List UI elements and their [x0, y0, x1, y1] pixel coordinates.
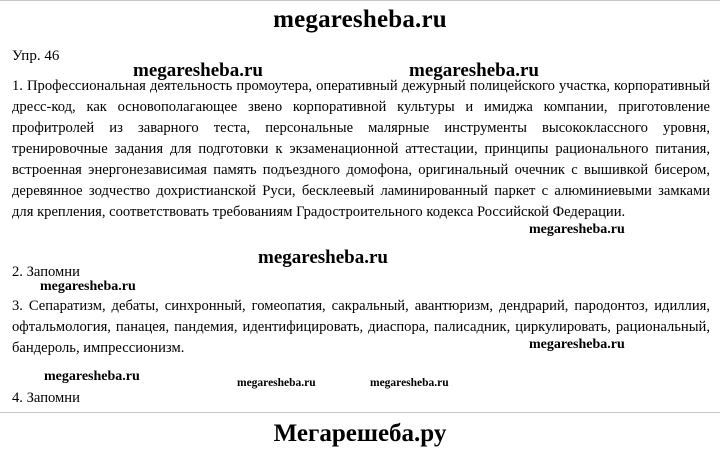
- watermark-text: megaresheba.ru: [529, 222, 625, 237]
- watermark-text: megaresheba.ru: [409, 60, 539, 81]
- watermark-text: megaresheba.ru: [258, 247, 388, 268]
- top-divider: [0, 0, 720, 1]
- watermark-text: megaresheba.ru: [133, 60, 263, 81]
- site-title-header: megaresheba.ru: [273, 6, 447, 33]
- answer-paragraph-1: 1. Профессиональная деятельность промоутера, оперативный дежурный полицейского участка, корпоративный дресс-код, как основополагающее звено корпоративной культуры и имиджа компании, приготовление профитролей из заварного теста, персональные малярные инструменты высококлассного уровня, тренировочные задания для подготовки к экзаменационной аттестации, принципы рационального питания, встроенная энергонезависимая память подъездного домофона, оригинальный очечник с вышивкой бисером, деревянное зодчество дохристианской Руси, бесклеевый ламинированный паркет с алюминиевыми замками для крепления, соответствовать требованиям Градостроительного кодекса Российской Федерации.: [12, 78, 710, 220]
- exercise-number-label: Упр. 46: [12, 48, 60, 64]
- watermark-text: megaresheba.ru: [237, 377, 316, 389]
- watermark-text: megaresheba.ru: [40, 279, 136, 294]
- watermark-text: megaresheba.ru: [529, 337, 625, 352]
- answer-paragraph-2: 2. Запомни: [12, 264, 80, 280]
- site-title-footer: Мегарешеба.ру: [273, 420, 447, 447]
- bottom-divider: [0, 412, 720, 413]
- watermark-text: megaresheba.ru: [44, 369, 140, 384]
- answer-paragraph-3: 3. Сепаратизм, дебаты, синхронный, гомеопатия, сакральный, авантюризм, дендрарий, пародонтоз, идиллия, офтальмология, панацея, пандемия, идентифицировать, диаспора, палисадник, циркулировать, рациональный, бандероль, импрессионизм.: [12, 298, 710, 356]
- watermark-text: megaresheba.ru: [370, 377, 449, 389]
- answer-paragraph-4: 4. Запомни: [12, 390, 80, 406]
